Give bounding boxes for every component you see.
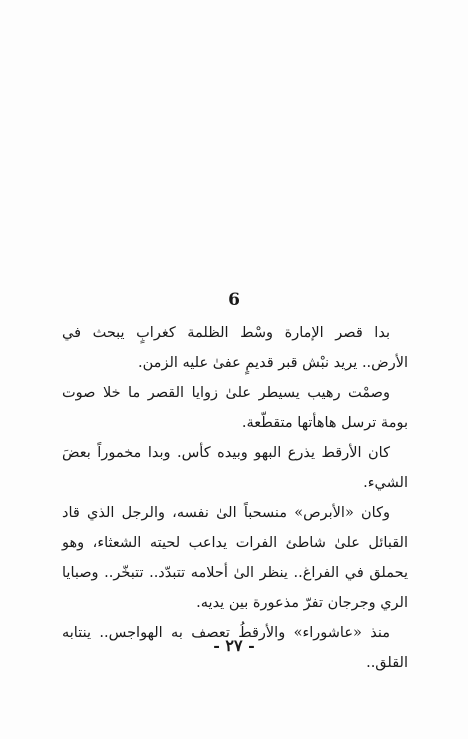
- chapter-number: 6: [228, 290, 240, 310]
- body-text: [62, 318, 408, 678]
- paragraph-2: وصمْت رهيب يسيطر علىٰ زوايا القصر ما خلا صوت بومة ترسل هاهأتها متقطّعة.: [62, 385, 408, 431]
- paragraph-3: كان الأرقط يذرع البهو وبيده كأس. وبدا مخموراً بعضَ الشيء.: [62, 445, 408, 491]
- paragraph-5: منذ «عاشوراء» والأرقطُ تعصف به الهواجس.. ينتابه القلق..: [62, 625, 408, 671]
- paragraph-1: بدا قصر الإمارة وسْط الظلمة كغرابٍ يبحث في الأرض.. يريد نبْش قبر قديمٍ عفىٰ عليه الزمن.: [62, 325, 408, 371]
- paragraph-4: وكان «الأبرص» منسحباً الىٰ نفسه، والرجل الذي قاد القبائل علىٰ شاطئ الفرات يداعب لحيته الشعثاء، وهو يحملق في الفراغ.. ينظر الىٰ أحلامه تتبدّد.. تتبخّر.. وصبايا الري وجرجان تفرّ مذعورة بين يديه.: [62, 505, 408, 611]
- page-number: - ٢٧ -: [213, 636, 255, 655]
